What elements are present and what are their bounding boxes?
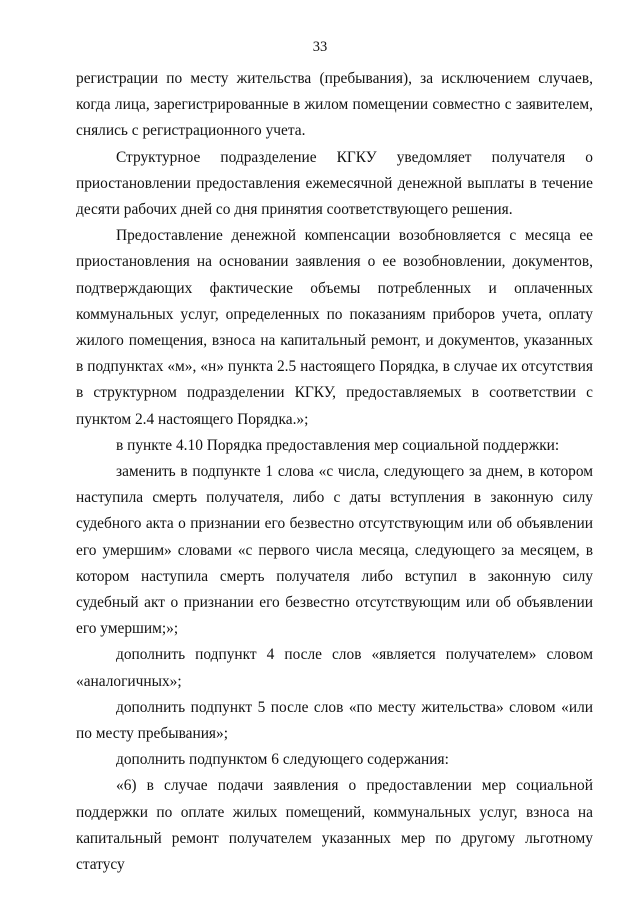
paragraph-subpoint-6-text: «6) в случае подачи заявления о предоставлении мер социальной поддержки по оплате жилых помещений, коммунальных услуг, взноса на капитальный ремонт получателем указанных мер по другому льготному статусу — [76, 777, 593, 874]
paragraph-subpoint-4-add: дополнить подпункт 4 после слов «является получателем» словом «аналогичных»; — [76, 646, 593, 690]
paragraph-resumption: Предоставление денежной компенсации возобновляется с месяца ее приостановления на основании заявления о ее возобновлении, документов, подтверждающих фактические объемы потребленных и оплаченных коммунальных услуг, определенных по показаниям приборов учета, оплату жилого помещения, взноса на капитальный ремонт, и документов, указанных в подпунктах «м», «н» пункта 2.5 настоящего Порядка, в случае их отсутствия в структурном подразделении КГКУ, предоставляемых в соответствии с пунктом 2.4 настоящего Порядка.»; — [76, 227, 593, 428]
paragraph-continuation: регистрации по месту жительства (пребывания), за исключением случаев, когда лица, зарегистрированные в жилом помещении совместно с заявителем, снялись с регистрационного учета. — [76, 70, 593, 140]
paragraph-subpoint-1-replace: заменить в подпункте 1 слова «с числа, следующего за днем, в котором наступила смерть получателя, либо с даты вступления в законную силу судебного акта о признании его безвестно отсутствующим или об объявлении его умершим» словами «с первого числа месяца, следующего за месяцем, в котором наступила смерть получателя либо вступил в законную силу судебный акт о признании его безвестно отсутствующим или об объявлении его умершим;»; — [76, 463, 593, 638]
page-number: 33 — [312, 39, 328, 55]
paragraph-subpoint-5-add: дополнить подпункт 5 после слов «по месту жительства» словом «или по месту пребывания»; — [76, 698, 593, 743]
paragraph-subpoint-6-intro: дополнить подпунктом 6 следующего содержания: — [116, 751, 449, 769]
paragraph-point-4-10: в пункте 4.10 Порядка предоставления мер социальной поддержки: — [116, 436, 560, 454]
paragraph-notification: Структурное подразделение КГКУ уведомляет получателя о приостановлении предоставления ежемесячной денежной выплаты в течение десяти рабочих дней со дня принятия соответствующего решения. — [76, 148, 593, 219]
document-body — [76, 66, 593, 878]
